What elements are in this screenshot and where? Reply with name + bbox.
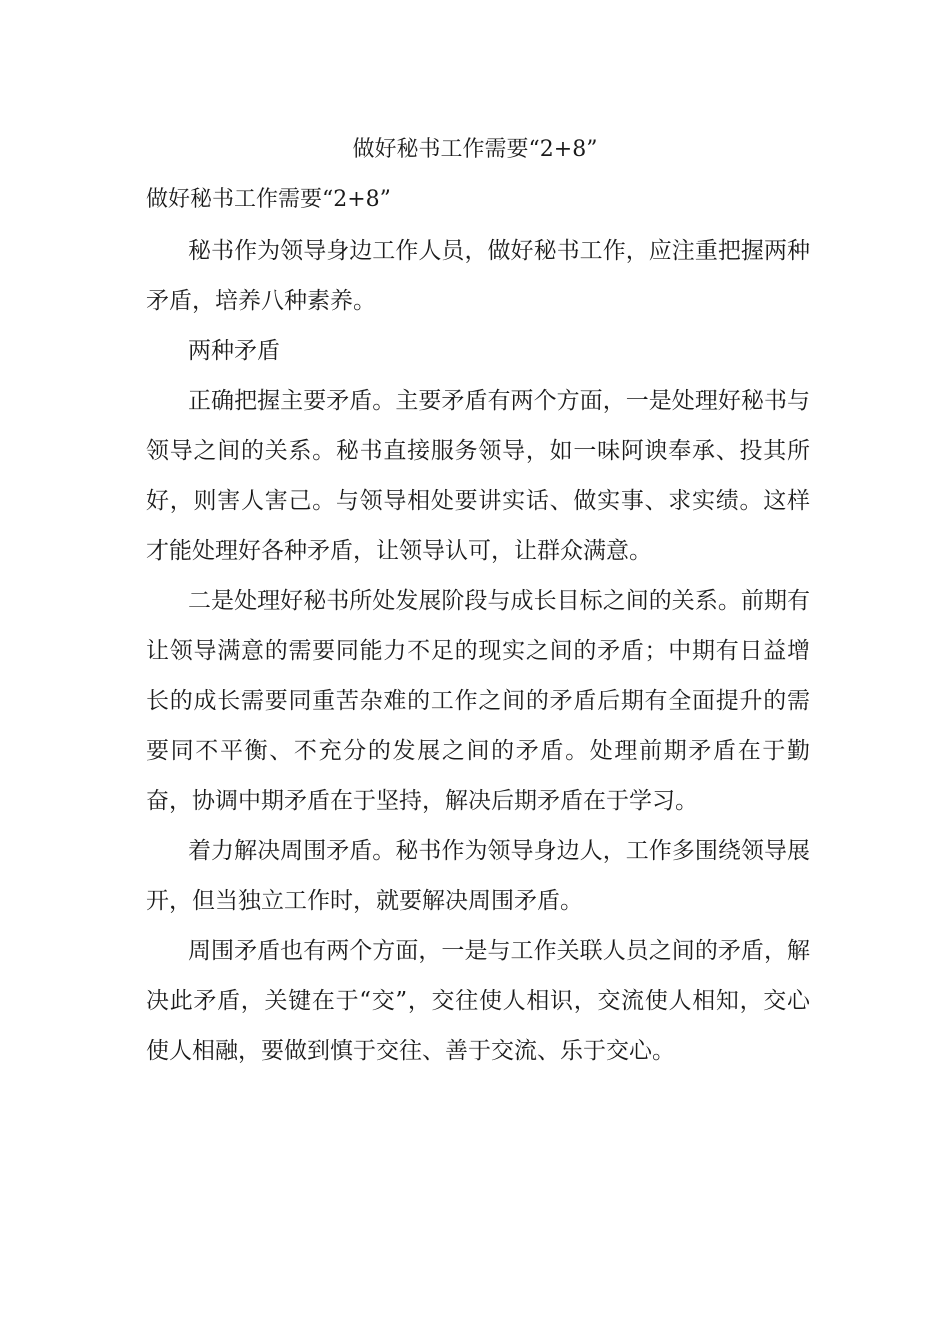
paragraph-main-contradiction: 正确把握主要矛盾。主要矛盾有两个方面，一是处理好秘书与领导之间的关系。秘书直接服务领导，如一味阿谀奉承、投其所好，则害人害己。与领导相处要讲实话、做实事、求实绩。这样才能处理好各种矛盾，让领导认可，让群众满意。 — [146, 388, 810, 564]
paragraph-surrounding-contradiction: 着力解决周围矛盾。秘书作为领导身边人，工作多围绕领导展开，但当独立工作时，就要解决周围矛盾。 — [146, 838, 810, 914]
paragraph-intro: 秘书作为领导身边工作人员，做好秘书工作，应注重把握两种矛盾，培养八种素养。 — [146, 238, 810, 314]
document-subtitle: 做好秘书工作需要“2+8” — [146, 187, 391, 212]
paragraph-development-stages: 二是处理好秘书所处发展阶段与成长目标之间的关系。前期有让领导满意的需要同能力不足的现实之间的矛盾；中期有日益增长的成长需要同重苦杂难的工作之间的矛盾后期有全面提升的需要同不平衡、不充分的发展之间的矛盾。处理前期矛盾在于勤奋，协调中期矛盾在于坚持，解决后期矛盾在于学习。 — [146, 588, 810, 814]
section-heading-two-contradictions: 两种矛盾 — [188, 338, 280, 364]
document-body — [146, 180, 810, 1076]
paragraph-surrounding-two-aspects: 周围矛盾也有两个方面，一是与工作关联人员之间的矛盾，解决此矛盾，关键在于“交”，交往使人相识，交流使人相知，交心使人相融，要做到慎于交往、善于交流、乐于交心。 — [146, 938, 810, 1064]
document-title: 做好秘书工作需要“2+8” — [352, 137, 598, 162]
